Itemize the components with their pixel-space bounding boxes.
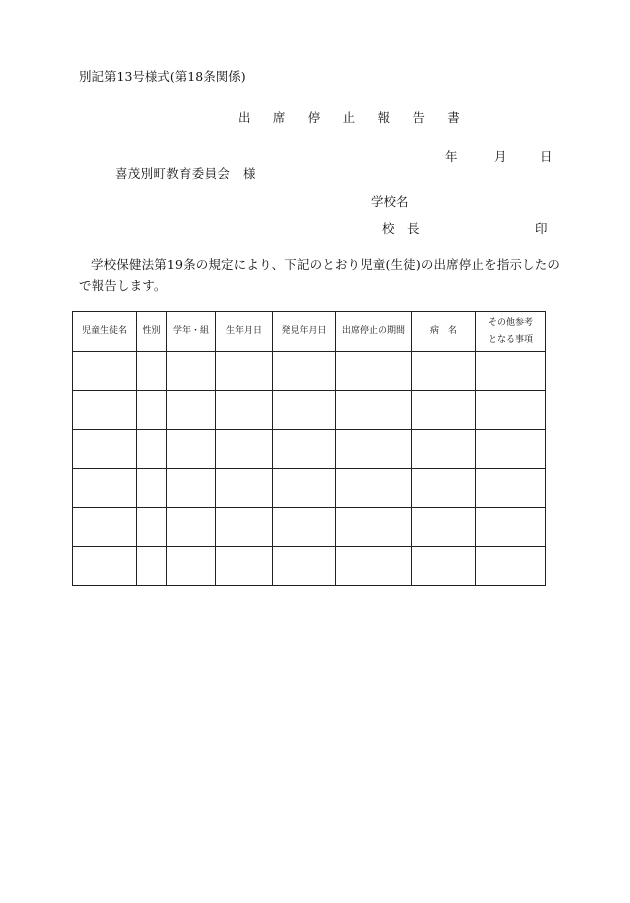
header-label: 児童生徒名 [81,326,127,336]
table-cell-disease-name [412,391,476,430]
header-label: 発見年月日 [281,326,327,336]
header-label: 出席停止の期間 [341,326,405,336]
header-gender [137,312,167,352]
table-cell-gender [137,391,167,430]
table-row [73,469,546,508]
table-cell-discovery-date [273,469,336,508]
table-cell-disease-name [412,352,476,391]
table-cell-birth-date [216,391,273,430]
table-row [73,430,546,469]
table-cell-birth-date [216,547,273,586]
table-body [73,352,546,586]
table-cell-student-name [73,430,137,469]
table-cell-discovery-date [273,547,336,586]
table-cell-suspension-period [336,469,412,508]
table-cell-suspension-period [336,352,412,391]
date-month-label: 月 [494,149,507,164]
table-cell-other-notes [476,547,546,586]
table-cell-other-notes [476,469,546,508]
table-cell-student-name [73,352,137,391]
table-cell-suspension-period [336,430,412,469]
table-cell-suspension-period [336,547,412,586]
table-cell-gender [137,430,167,469]
header-label: その他参考 [487,317,533,328]
table-cell-discovery-date [273,508,336,547]
table-header-row [73,312,546,352]
table-cell-grade-class [167,391,216,430]
table-cell-grade-class [167,469,216,508]
header-label: 病 名 [429,326,457,336]
header-grade-class [167,312,216,352]
table-cell-grade-class [167,352,216,391]
header-suspension-period [336,312,412,352]
table-cell-suspension-period [336,508,412,547]
table-cell-gender [137,508,167,547]
table-cell-disease-name [412,508,476,547]
table-row [73,391,546,430]
table-cell-discovery-date [273,352,336,391]
table-cell-birth-date [216,469,273,508]
table-cell-student-name [73,508,137,547]
table-cell-student-name [73,391,137,430]
school-name-label: 学校名 [371,194,409,209]
header-label: 学年・組 [172,326,209,336]
table-cell-other-notes [476,352,546,391]
table-cell-student-name [73,469,137,508]
addressee: 喜茂別町教育委員会 様 [115,166,256,181]
table-cell-other-notes [476,430,546,469]
table-cell-birth-date [216,508,273,547]
date-year-label: 年 [445,149,458,164]
seal-label: 印 [535,221,548,236]
table-cell-gender [137,469,167,508]
header-disease-name [412,312,476,352]
table-cell-other-notes [476,391,546,430]
form-number: 別記第13号様式(第18条関係) [79,69,246,84]
table-cell-disease-name [412,547,476,586]
table-row [73,508,546,547]
table-cell-disease-name [412,430,476,469]
header-discovery-date [273,312,336,352]
table-row [73,547,546,586]
header-student-name [73,312,137,352]
table-cell-birth-date [216,352,273,391]
date-day-label: 日 [540,149,553,164]
header-birth-date [216,312,273,352]
body-text: 学校保健法第19条の規定により、下記のとおり児童(生徒)の出席停止を指示したので報告します。 [79,257,561,293]
table-cell-birth-date [216,430,273,469]
table-cell-gender [137,547,167,586]
table-row [73,352,546,391]
table-cell-other-notes [476,508,546,547]
table-cell-discovery-date [273,430,336,469]
table-cell-gender [137,352,167,391]
table-cell-grade-class [167,430,216,469]
table-cell-student-name [73,547,137,586]
principal-label: 校 長 [382,221,420,236]
report-table [72,311,546,586]
table-cell-grade-class [167,547,216,586]
table-cell-disease-name [412,469,476,508]
header-label: 生年月日 [225,326,262,336]
document-title: 出 席 停 止 報 告 書 [238,110,469,125]
table-cell-discovery-date [273,391,336,430]
header-label: 性別 [142,326,161,336]
table-cell-grade-class [167,508,216,547]
table-cell-suspension-period [336,391,412,430]
header-label-line2: となる事項 [487,334,533,345]
header-other-notes [476,312,546,352]
